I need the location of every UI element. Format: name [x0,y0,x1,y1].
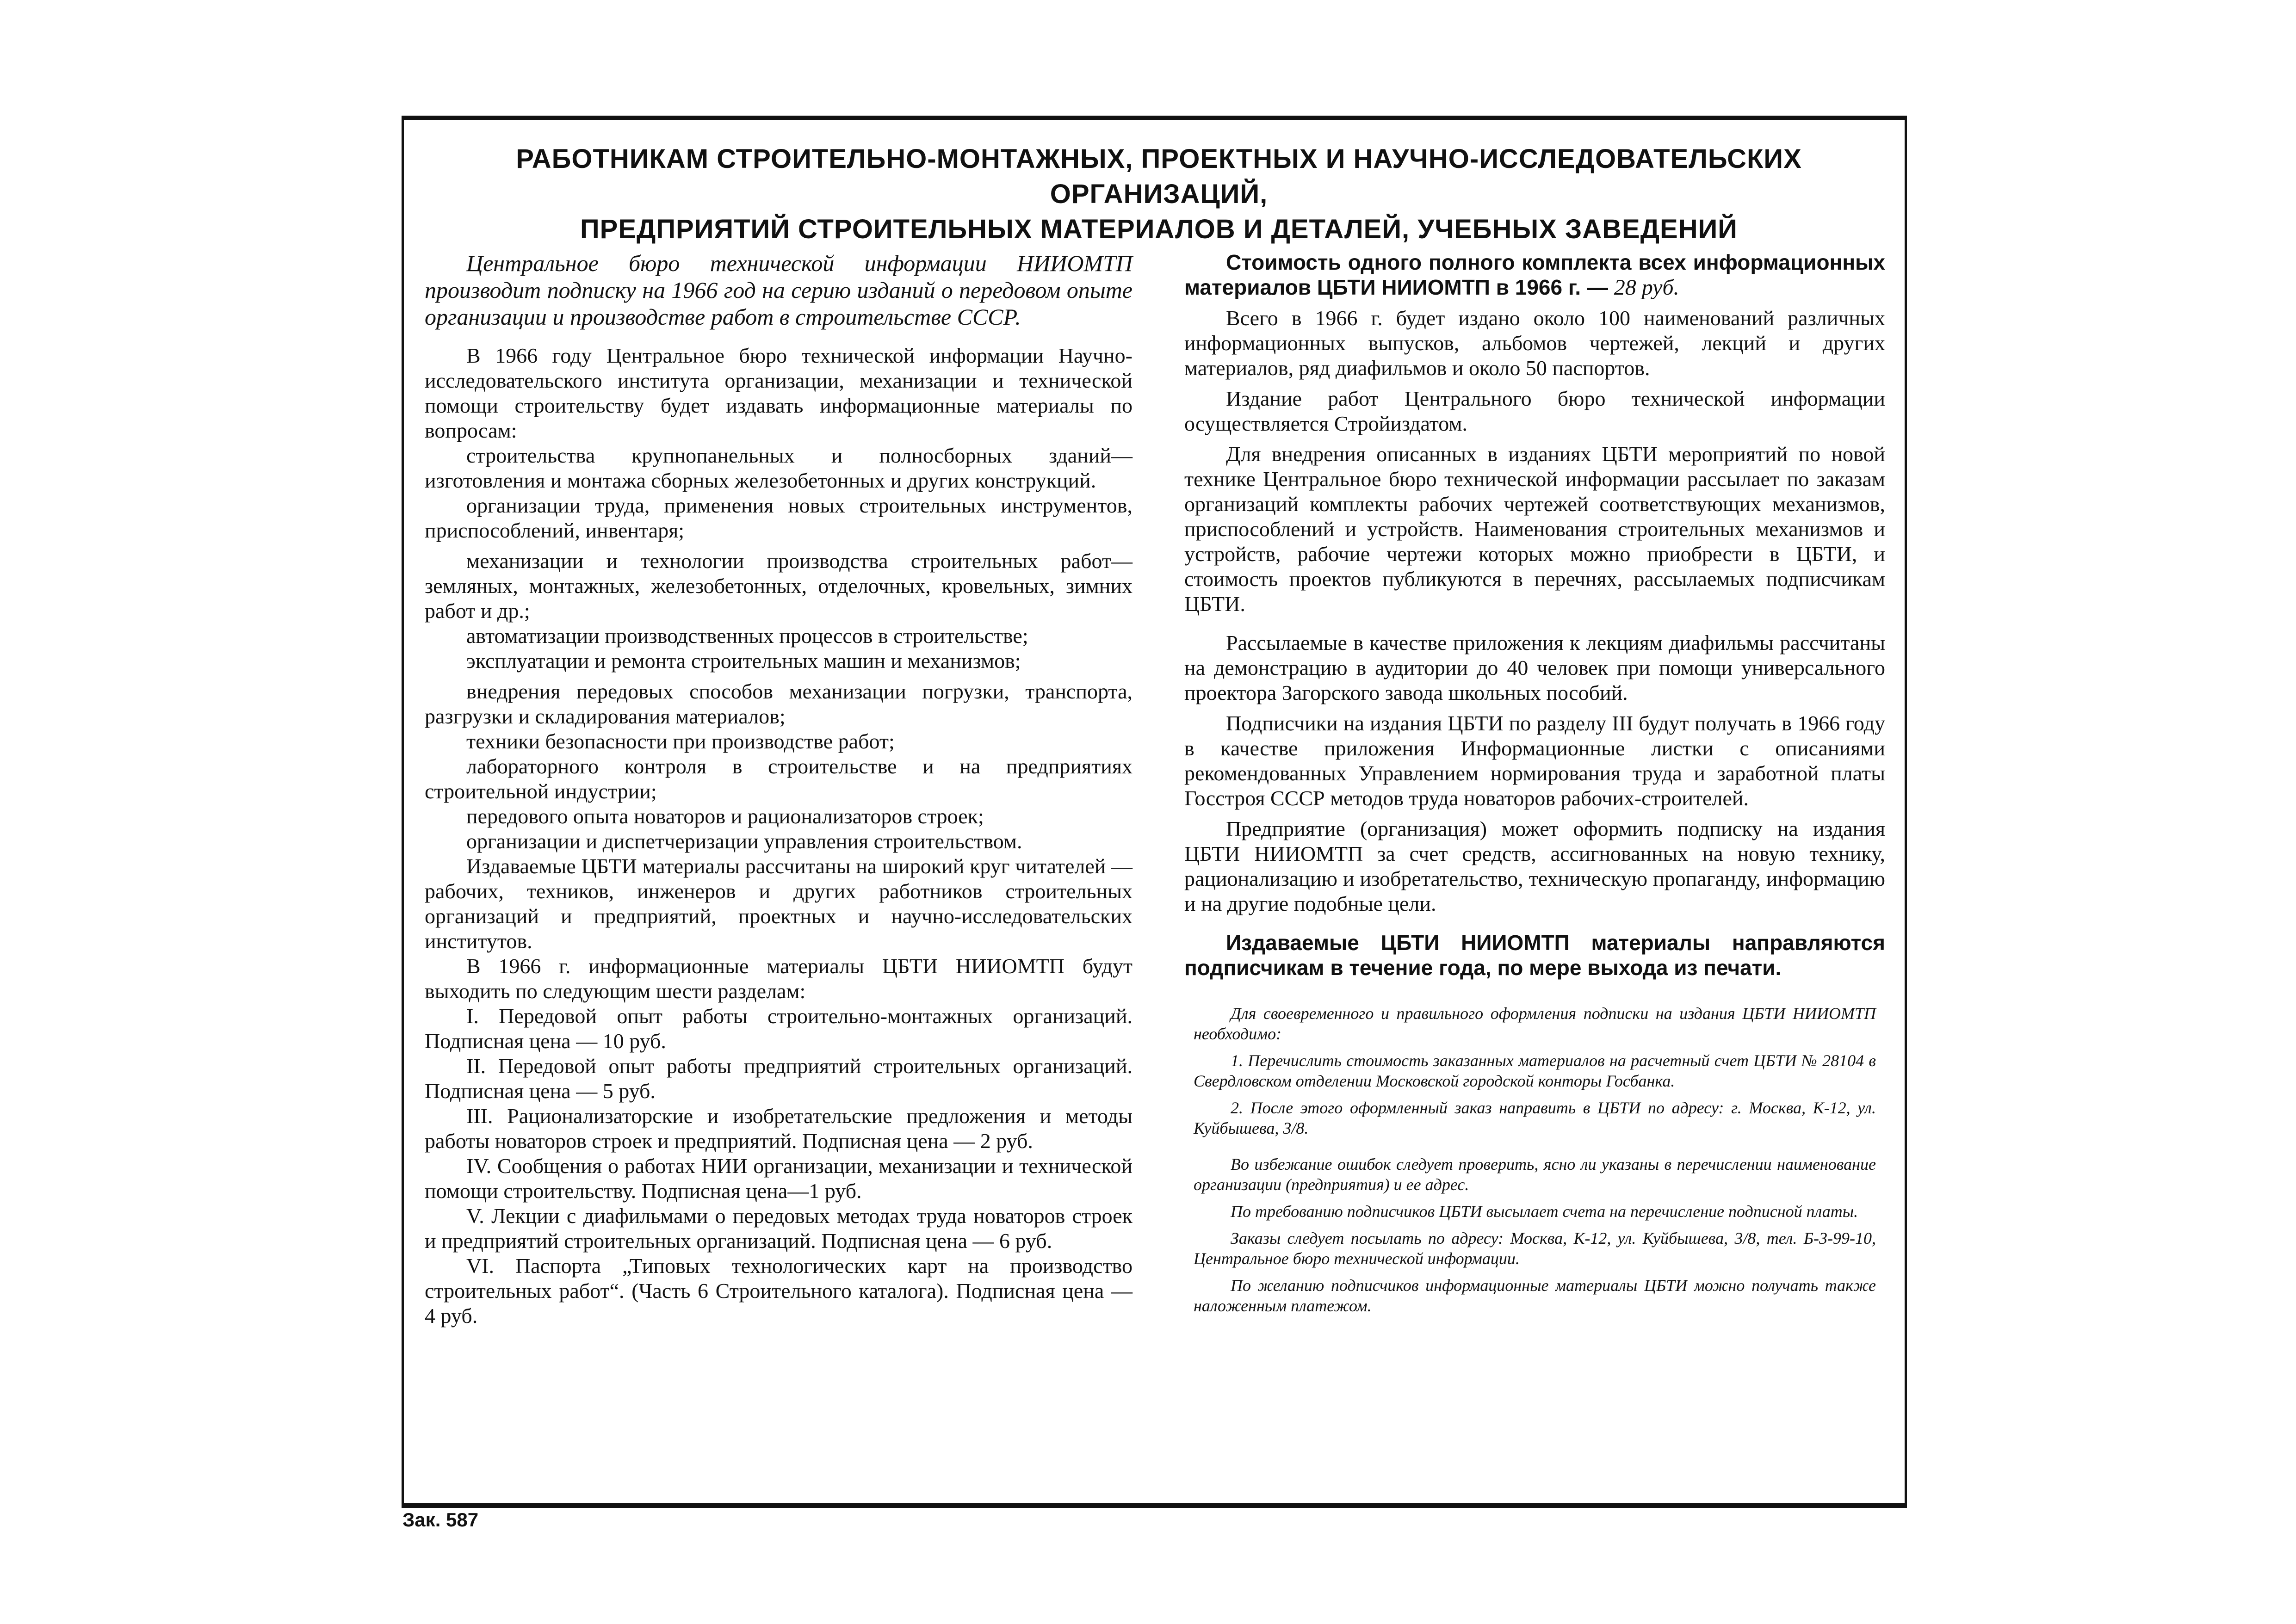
topic-item: механизации и технологии производства строительных работ—земляных, монтажных, железобетонных, отделочных, кровельных, зимних работ и др.; [425,549,1133,623]
cost-price: 28 руб. [1614,275,1679,300]
topic-item: строительства крупнопанельных и полносборных зданий— изготовления и монтажа сборных железобетонных и других конструкций. [425,444,1133,492]
paragraph: Подписчики на издания ЦБТИ по разделу III будут получать в 1966 году в качестве приложения Информационные листки с описаниями рекомендованных Управлением нормирования труда и заработной платы Госстроя СССР методов труда новаторов рабочих-строителей. [1184,711,1885,810]
section-item: I. Передовой опыт работы строительно-монтажных организаций. Подписная цена — 10 руб. [425,1004,1133,1053]
section-item: III. Рационализаторские и изобретательские предложения и методы работы новаторов строек и предприятий. Подписная цена — 2 руб. [425,1104,1133,1153]
note: По желанию подписчиков информационные материалы ЦБТИ можно получать также наложенным платежом. [1194,1276,1876,1315]
topic-item: техники безопасности при производстве работ; [466,729,895,753]
paragraph: Предприятие (организация) может оформить подписку на издания ЦБТИ НИИОМТП за счет средств, ассигнованных на новую технику, рационализацию и изобретательство, техническую пропаганду, информацию и на другие подобные цели. [1184,817,1885,915]
cost-heading [1184,250,1885,300]
paragraph: Издаваемые ЦБТИ материалы рассчитаны на широкий круг читателей — рабочих, техников, инженеров и других работников строительных организаций и предприятий, проектных и научно-исследовательских институтов. [425,854,1133,953]
paragraph: Всего в 1966 г. будет издано около 100 наименований различных информационных выпусков, альбомов чертежей, лекций и других материалов, ряд диафильмов и около 50 паспортов. [1184,306,1885,380]
note: Для своевременного и правильного оформления подписки на издания ЦБТИ НИИОМТП необходимо: [1194,1004,1876,1043]
note: 1. Перечислить стоимость заказанных материалов на расчетный счет ЦБТИ № 28104 в Свердловском отделении Московской городской конторы Госбанка. [1194,1051,1876,1090]
order-number: Зак. 587 [402,1509,479,1531]
topic-item: лабораторного контроля в строительстве и на предприятиях строительной индустрии; [425,754,1133,803]
right-column [1184,250,1885,1322]
intro-paragraph: Центральное бюро технической информации НИИОМТП производит подписку на 1966 год на серию изданий о передовом опыте организации и производстве работ в строительстве СССР. [425,250,1133,330]
paragraph: Рассылаемые в качестве приложения к лекциям диафильмы рассчитаны на демонстрацию в аудитории до 40 человек при помощи универсального проектора Загорского завода школьных пособий. [1184,631,1885,704]
note: Заказы следует посылать по адресу: Москва, К-12, ул. Куйбышева, 3/8, тел. Б-3-99-10, Центральное бюро технической информации. [1194,1229,1876,1268]
left-column [425,250,1133,1328]
topic-item: организации труда, применения новых строительных инструментов, приспособлений, инвентаря; [425,494,1133,542]
topic-item: внедрения передовых способов механизации погрузки, транспорта, разгрузки и складирования материалов; [425,679,1133,728]
topic-item: организации и диспетчеризации управления строительством. [466,829,1022,853]
note: 2. После этого оформленный заказ направить в ЦБТИ по адресу: г. Москва, К-12, ул. Куйбышева, 3/8. [1194,1099,1876,1137]
title-line-2: ПРЕДПРИЯТИЙ СТРОИТЕЛЬНЫХ МАТЕРИАЛОВ И ДЕТАЛЕЙ, УЧЕБНЫХ ЗАВЕДЕНИЙ [580,214,1738,244]
section-item: IV. Сообщения о работах НИИ организации, механизации и технической помощи строительству. Подписная цена—1 руб. [425,1154,1133,1203]
title-line-1: РАБОТНИКАМ СТРОИТЕЛЬНО-МОНТАЖНЫХ, ПРОЕКТНЫХ И НАУЧНО-ИССЛЕДОВАТЕЛЬСКИХ ОРГАНИЗАЦИЙ, [516,144,1802,209]
subscription-notes [1184,1003,1885,1316]
paragraph: Издание работ Центрального бюро технической информации осуществляется Стройиздатом. [1184,387,1885,435]
note: По требованию подписчиков ЦБТИ высылает счета на перечисление подписной платы. [1231,1202,1858,1221]
topic-item: автоматизации производственных процессов в строительстве; [466,624,1028,648]
section-item: V. Лекции с диафильмами о передовых методах труда новаторов строек и предприятий строительных организаций. Подписная цена — 6 руб. [425,1204,1133,1253]
section-item: VI. Паспорта „Типовых технологических карт на производство строительных работ“. (Часть 6 Строительного каталога). Подписная цена — 4 руб. [425,1254,1133,1328]
note: Во избежание ошибок следует проверить, ясно ли указаны в перечислении наименование организации (предприятия) и ее адрес. [1194,1155,1876,1194]
paragraph: Для внедрения описанных в изданиях ЦБТИ мероприятий по новой технике Центральное бюро технической информации рассылает по заказам организаций комплекты рабочих чертежей соответствующих механизмов, приспособлений и устройств. Наименования строительных механизмов и устройств, рабочие чертежи которых можно приобрести в ЦБТИ, и стоимость проектов публикуются в перечнях, рассылаемых подписчикам ЦБТИ. [1184,442,1885,616]
topic-item: эксплуатации и ремонта строительных машин и механизмов; [466,649,1021,673]
topic-item: передового опыта новаторов и рационализаторов строек; [466,804,984,828]
section-item: II. Передовой опыт работы предприятий строительных организаций. Подписная цена — 5 руб. [425,1054,1133,1103]
paragraph: В 1966 году Центральное бюро технической информации Научно-исследовательского института организации, механизации и технической помощи строительству будет издавать информационные материалы по вопросам: [425,344,1133,442]
page-title [453,142,1864,247]
cost-heading-text: Стоимость одного полного комплекта всех информационных материалов ЦБТИ НИИОМТП в 1966 г. — [1184,250,1885,299]
paragraph: В 1966 г. информационные материалы ЦБТИ НИИОМТП будут выходить по следующим шести разделам: [425,954,1133,1003]
bold-note: Издаваемые ЦБТИ НИИОМТП материалы направляются подписчикам в течение года, по мере выхода из печати. [1184,931,1885,980]
